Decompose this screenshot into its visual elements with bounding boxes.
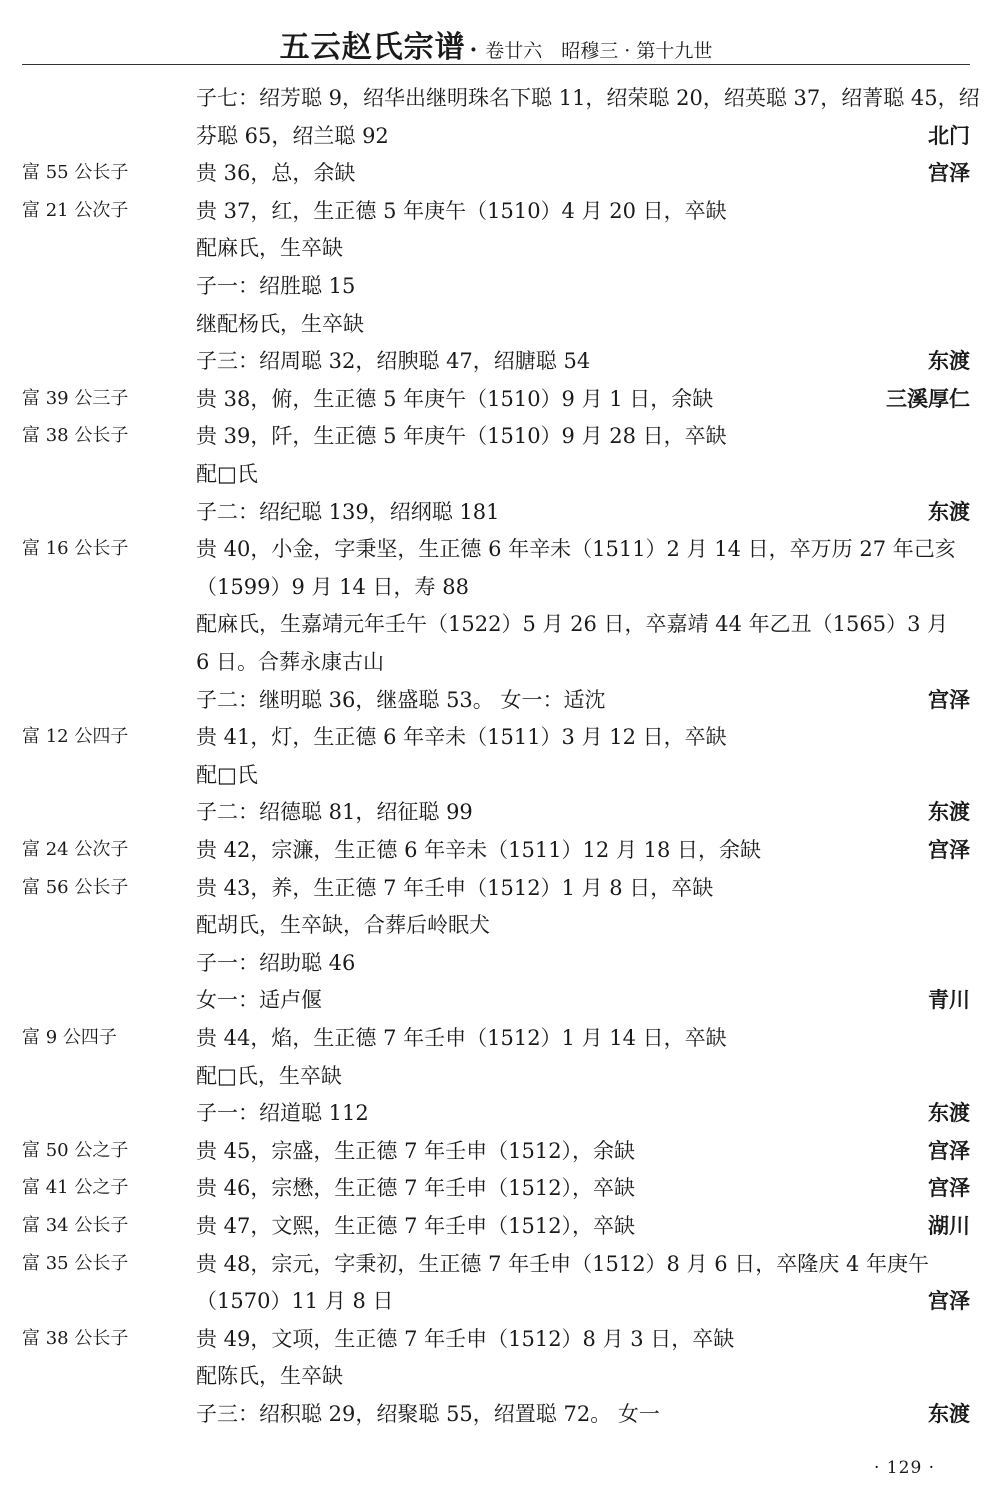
book-title: 五云赵氏宗谱	[279, 30, 466, 65]
entry-text: 贵 49，文项，生正德 7 年壬申（1512）8 月 3 日，卒缺	[196, 1326, 735, 1351]
entry-line	[0, 497, 992, 527]
residence-label: 东渡	[928, 348, 970, 374]
parent-label: 富 9 公四子	[22, 1027, 117, 1048]
entry-line	[0, 1023, 992, 1053]
entry-line	[0, 1286, 992, 1316]
entry-text: 配胡氏，生卒缺，合葬后岭眠犬	[196, 913, 490, 938]
entry-text: 芬聪 65，绍兰聪 92	[196, 123, 389, 148]
entry-text: 贵 41，灯，生正德 6 年辛未（1511）3 月 12 日，卒缺	[196, 725, 727, 750]
residence-label: 三溪厚仁	[886, 385, 970, 411]
entry-line	[0, 873, 992, 903]
entry-line	[0, 1098, 992, 1128]
entry-text: 贵 36，总，余缺	[196, 161, 356, 186]
parent-label: 富 56 公长子	[22, 876, 129, 898]
parent-label: 富 21 公次子	[22, 199, 129, 221]
entry-text: 贵 48，宗元，字秉初，生正德 7 年壬申（1512）8 月 6 日，卒隆庆 4 年庚午	[196, 1251, 930, 1276]
entry-text: 贵 44，焰，生正德 7 年壬申（1512）1 月 14 日，卒缺	[196, 1026, 727, 1050]
entry-text: 配麻氏，生卒缺	[196, 236, 343, 261]
parent-label: 富 38 公长子	[22, 1327, 129, 1349]
entry-line	[0, 948, 992, 978]
residence-label: 宫泽	[928, 1137, 970, 1163]
entry-line	[0, 158, 992, 188]
entry-line	[0, 421, 992, 451]
entry-text: 子七：绍芳聪 9，绍华出继明珠名下聪 11，绍荣聪 20，绍英聪 37，绍菁聪 45，绍	[196, 86, 980, 110]
entry-text: 继配杨氏，生卒缺	[196, 311, 364, 336]
parent-label: 富 16 公长子	[22, 538, 129, 560]
page-number: · 129 ·	[874, 1458, 936, 1478]
entry-line	[0, 835, 992, 865]
entry-text: 子一：绍胜聪 15	[196, 274, 356, 298]
entry-line	[0, 346, 992, 376]
entry-text: 子一：绍道聪 112	[196, 1101, 369, 1126]
residence-label: 宫泽	[928, 837, 970, 862]
entry-line	[0, 910, 992, 940]
residence-label: 宫泽	[928, 686, 970, 712]
parent-label: 富 38 公长子	[22, 425, 129, 447]
entry-line	[0, 121, 992, 151]
residence-label: 青川	[928, 987, 970, 1013]
title-separator: ·	[469, 37, 478, 63]
residence-label: 湖川	[928, 1213, 970, 1238]
entry-line	[0, 1173, 992, 1203]
residence-label: 宫泽	[928, 160, 970, 186]
entry-line	[0, 1136, 992, 1166]
volume-subtitle: 卷廿六 昭穆三 · 第十九世	[485, 40, 713, 62]
parent-label: 富 35 公长子	[22, 1252, 129, 1274]
residence-label: 北门	[928, 122, 970, 148]
entry-line	[0, 1061, 992, 1091]
entry-text: 配□氏，生卒缺	[196, 1063, 342, 1088]
entry-line	[0, 309, 992, 339]
residence-label: 东渡	[928, 498, 970, 524]
entry-text: 6 日。合葬永康古山	[196, 650, 385, 674]
entry-text: 配麻氏，生嘉靖元年壬午（1522）5 月 26 日，卒嘉靖 44 年乙丑（1565）3 月	[196, 612, 949, 637]
residence-label: 东渡	[928, 1100, 970, 1126]
entry-text: （1570）11 月 8 日	[196, 1289, 394, 1314]
entry-text: 贵 39，阡，生正德 5 年庚午（1510）9 月 28 日，卒缺	[196, 424, 727, 449]
entry-line	[0, 722, 992, 752]
entry-line	[0, 459, 992, 489]
entry-text: 子二：绍德聪 81，绍征聪 99	[196, 800, 473, 825]
parent-label: 富 24 公次子	[22, 839, 129, 860]
entry-line	[0, 1211, 992, 1241]
residence-label: 宫泽	[928, 1288, 970, 1314]
entry-line	[0, 609, 992, 639]
parent-label: 富 12 公四子	[22, 726, 129, 748]
entry-line	[0, 196, 992, 226]
entry-text: 子一：绍助聪 46	[196, 950, 356, 975]
entry-text: 子三：绍积聪 29，绍聚聪 55，绍置聪 72。 女一	[196, 1402, 660, 1426]
entry-line	[0, 760, 992, 790]
entry-line	[0, 534, 992, 564]
parent-label: 富 55 公长子	[22, 162, 129, 184]
entry-text: 贵 42，宗濂，生正德 6 年辛未（1511）12 月 18 日，余缺	[196, 838, 762, 862]
parent-label: 富 39 公三子	[22, 387, 129, 409]
entry-text: 子二：继明聪 36，继盛聪 53。 女一：适沈	[196, 687, 606, 712]
entry-line	[0, 1399, 992, 1429]
entry-text: 贵 46，宗懋，生正德 7 年壬申（1512），卒缺	[196, 1176, 636, 1201]
entry-line	[0, 1361, 992, 1391]
entry-line	[0, 1324, 992, 1354]
entry-text: 贵 47，文熙，生正德 7 年壬申（1512），卒缺	[196, 1214, 636, 1238]
entry-line	[0, 572, 992, 602]
entry-line	[0, 83, 992, 113]
entry-line	[0, 1249, 992, 1279]
entry-text: 贵 43，养，生正德 7 年壬申（1512）1 月 8 日，卒缺	[196, 875, 714, 900]
parent-label: 富 34 公长子	[22, 1215, 129, 1236]
residence-label: 东渡	[928, 1401, 970, 1426]
residence-label: 东渡	[928, 799, 970, 825]
entry-line	[0, 384, 992, 414]
entry-text: 配□氏	[196, 462, 258, 486]
entry-text: 贵 40，小金，字秉坚，生正德 6 年辛未（1511）2 月 14 日，卒万历 27 年己亥	[196, 537, 956, 562]
entry-line	[0, 647, 992, 677]
entry-text: 配陈氏，生卒缺	[196, 1364, 343, 1389]
parent-label: 富 41 公之子	[22, 1177, 129, 1199]
entry-text: 贵 37，红，生正德 5 年庚午（1510）4 月 20 日，卒缺	[196, 198, 727, 223]
entry-line	[0, 985, 992, 1015]
entry-text: 子三：绍周聪 32，绍腴聪 47，绍膅聪 54	[196, 349, 591, 374]
residence-label: 宫泽	[928, 1175, 970, 1201]
entry-line	[0, 797, 992, 827]
entry-text: 贵 38，俯，生正德 5 年庚午（1510）9 月 1 日，余缺	[196, 386, 714, 411]
entry-line	[0, 685, 992, 715]
entry-text: 女一：适卢偃	[196, 988, 322, 1013]
entry-line	[0, 233, 992, 263]
parent-label: 富 50 公之子	[22, 1139, 129, 1161]
entry-text: 子二：绍纪聪 139，绍纲聪 181	[196, 499, 500, 524]
entry-line	[0, 271, 992, 301]
entry-text: 配□氏	[196, 762, 258, 787]
entry-text: 贵 45，宗盛，生正德 7 年壬申（1512），余缺	[196, 1138, 636, 1163]
entry-text: （1599）9 月 14 日，寿 88	[196, 574, 469, 599]
